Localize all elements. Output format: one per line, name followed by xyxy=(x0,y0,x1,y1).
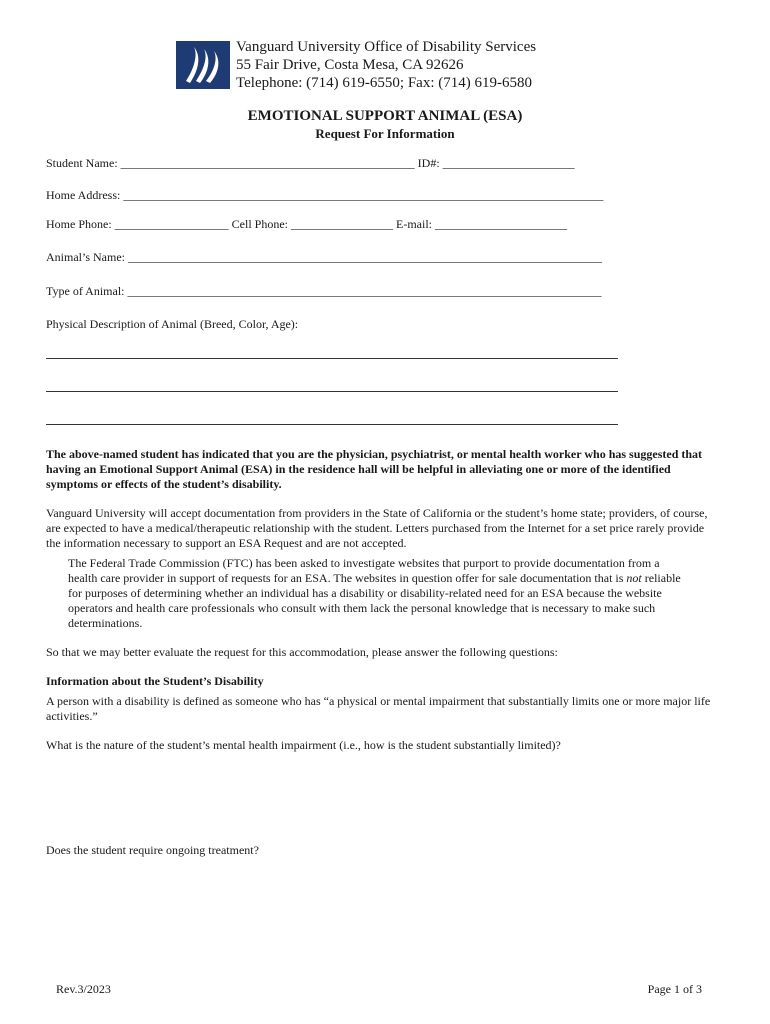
revision-date: Rev.3/2023 xyxy=(56,982,111,996)
section-heading: Information about the Student’s Disability xyxy=(46,674,264,688)
evaluate-instructions: So that we may better evaluate the request for this accommodation, please answer the following questions: xyxy=(46,645,558,659)
ftc-notice xyxy=(68,556,688,631)
form-title: EMOTIONAL SUPPORT ANIMAL (ESA) xyxy=(247,108,523,124)
physician-notice: The above-named student has indicated that you are the physician, psychiatrist, or mental health worker who has suggested that having an Emotional Support Animal (ESA) in the residence hall will be helpful in alleviating one or more of the identified symptoms or effects of the student’s disability. xyxy=(46,447,703,491)
phone-email-fields[interactable]: Home Phone: ___________________ Cell Phone: _________________ E-mail: ______________________ xyxy=(46,217,567,231)
header-office-name: Vanguard University Office of Disability Services xyxy=(236,39,537,55)
question-impairment: What is the nature of the student’s mental health impairment (i.e., how is the student substantially limited)? xyxy=(46,738,561,752)
ftc-notice-text: The Federal Trade Commission (FTC) has been asked to investigate websites that purport to provide documentation from a health care provider in support of requests for an ESA. The websites in question offer for sale documentation that is xyxy=(68,556,660,585)
animal-type-field[interactable]: Type of Animal: _______________________________________________________________________________ xyxy=(46,284,602,298)
acceptance-policy: Vanguard University will accept documentation from providers in the State of California or the student’s home state; providers, of course, are expected to have a medical/therapeutic relationship with the student. Letters purchased from the Internet for a set price rarely provide the information necessary to support an ESA Request and are not accepted. xyxy=(46,506,708,550)
description-line[interactable] xyxy=(46,358,618,359)
form-subtitle: Request For Information xyxy=(315,126,455,141)
ftc-notice-emphasis: not xyxy=(626,571,642,585)
student-name-field[interactable]: Student Name: _________________________________________________ ID#: ______________________ xyxy=(46,156,575,170)
header-address: 55 Fair Drive, Costa Mesa, CA 92626 xyxy=(236,57,464,73)
disability-definition: A person with a disability is defined as someone who has “a physical or mental impairment that substantially limits one or more major life activities.” xyxy=(46,694,711,723)
description-line[interactable] xyxy=(46,424,618,425)
home-address-field[interactable]: Home Address: ________________________________________________________________________________ xyxy=(46,188,604,202)
ftc-notice-text-end: reliable for purposes of determining whether an individual has a disability or disability-related need for an ESA because the website operators and health care professionals who consult with them lack the personal knowledge that is necessary to make such determinations. xyxy=(68,571,681,630)
question-treatment: Does the student require ongoing treatment? xyxy=(46,843,259,857)
vanguard-university-logo xyxy=(176,41,230,89)
physical-description-label: Physical Description of Animal (Breed, Color, Age): xyxy=(46,317,299,331)
animal-name-field[interactable]: Animal’s Name: _______________________________________________________________________________ xyxy=(46,250,602,264)
logo-background xyxy=(176,41,230,89)
description-line[interactable] xyxy=(46,391,618,392)
header-telephone: Telephone: (714) 619-6550; Fax: (714) 619-6580 xyxy=(236,75,532,91)
page-number: Page 1 of 3 xyxy=(647,982,702,996)
